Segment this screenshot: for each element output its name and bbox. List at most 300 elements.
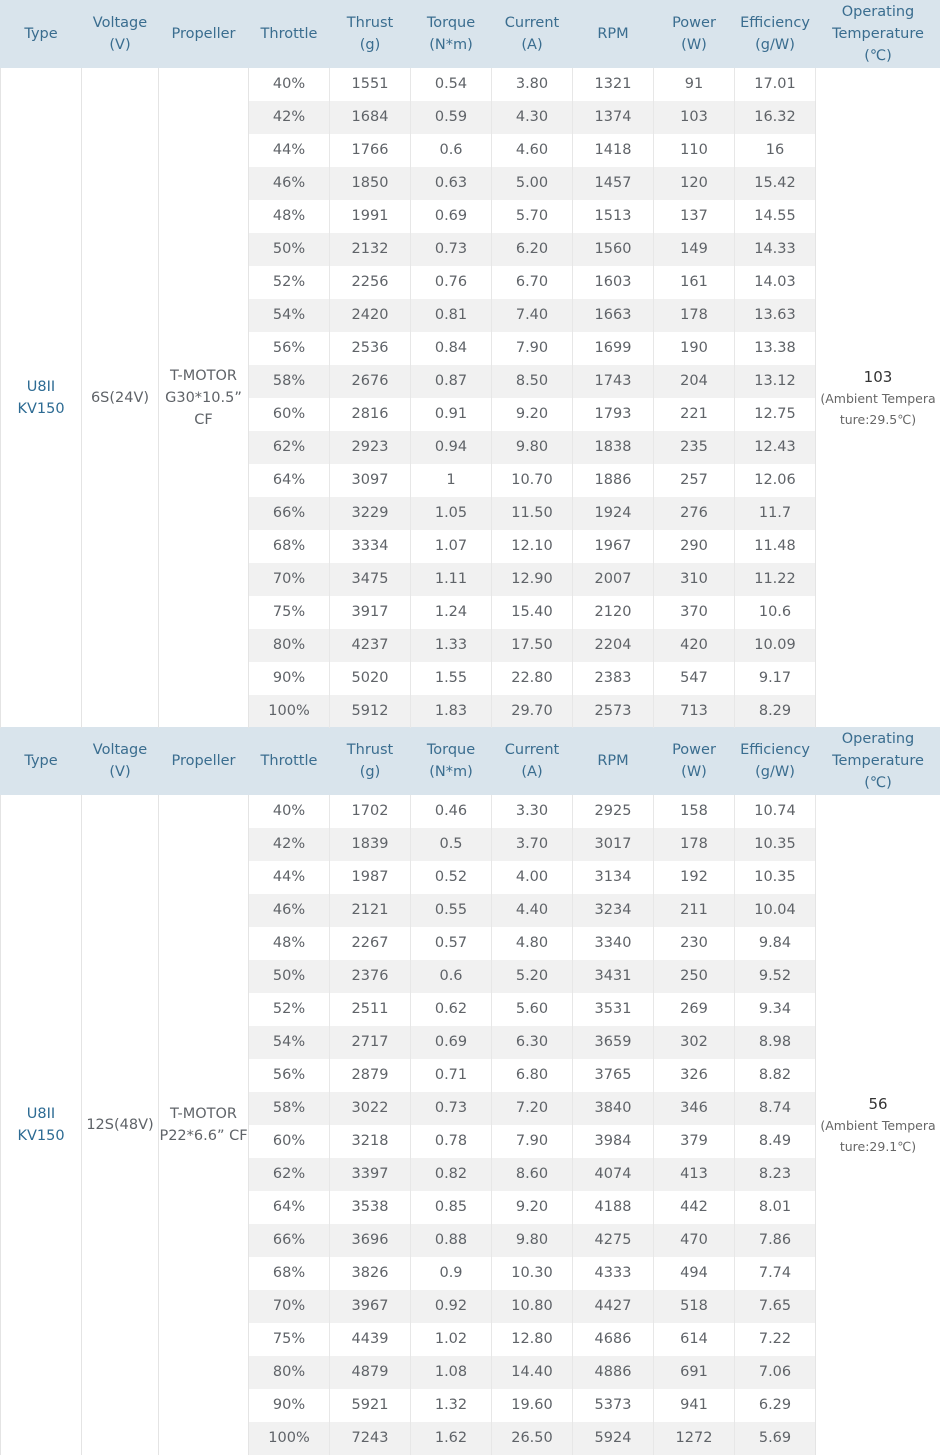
rpm-cell: 1793	[573, 398, 654, 431]
power-cell: 161	[654, 266, 735, 299]
power-cell: 420	[654, 629, 735, 662]
ambient-temperature-note: (Ambient Temperature:29.5℃)	[816, 388, 940, 430]
header-propeller: Propeller	[159, 728, 249, 795]
table-row	[1, 795, 940, 828]
current-cell: 6.70	[492, 266, 573, 299]
power-cell: 149	[654, 233, 735, 266]
power-cell: 413	[654, 1158, 735, 1191]
throttle-cell: 46%	[249, 894, 330, 927]
current-cell: 5.20	[492, 960, 573, 993]
power-cell: 178	[654, 299, 735, 332]
operating-temperature-value: 103	[816, 366, 940, 388]
throttle-cell: 75%	[249, 1323, 330, 1356]
thrust-cell: 1766	[330, 134, 411, 167]
efficiency-cell: 17.01	[735, 68, 816, 101]
header-power: Power (W)	[654, 1, 735, 68]
current-cell: 8.50	[492, 365, 573, 398]
ambient-temperature-note: (Ambient Temperature:29.1℃)	[816, 1115, 940, 1157]
torque-cell: 0.88	[411, 1224, 492, 1257]
power-cell: 470	[654, 1224, 735, 1257]
header-current: Current (A)	[492, 1, 573, 68]
thrust-cell: 3334	[330, 530, 411, 563]
thrust-cell: 3967	[330, 1290, 411, 1323]
propeller-cell: T-MOTOR P22*6.6” CF	[159, 795, 249, 1455]
current-cell: 10.70	[492, 464, 573, 497]
current-cell: 10.80	[492, 1290, 573, 1323]
efficiency-cell: 12.75	[735, 398, 816, 431]
efficiency-cell: 8.01	[735, 1191, 816, 1224]
throttle-cell: 42%	[249, 101, 330, 134]
operating-temperature-value: 56	[816, 1093, 940, 1115]
throttle-cell: 40%	[249, 68, 330, 101]
thrust-cell: 4237	[330, 629, 411, 662]
thrust-cell: 2536	[330, 332, 411, 365]
operating-temperature-cell	[816, 68, 940, 728]
throttle-cell: 48%	[249, 200, 330, 233]
torque-cell: 0.59	[411, 101, 492, 134]
throttle-cell: 70%	[249, 1290, 330, 1323]
header-operating-temperature: Operating Temperature (℃)	[816, 728, 940, 795]
current-cell: 15.40	[492, 596, 573, 629]
current-cell: 7.20	[492, 1092, 573, 1125]
torque-cell: 1.05	[411, 497, 492, 530]
current-cell: 5.70	[492, 200, 573, 233]
rpm-cell: 2383	[573, 662, 654, 695]
power-cell: 158	[654, 795, 735, 828]
thrust-cell: 2132	[330, 233, 411, 266]
header-efficiency: Efficiency (g/W)	[735, 728, 816, 795]
thrust-cell: 5912	[330, 695, 411, 728]
header-type: Type	[1, 1, 82, 68]
torque-cell: 0.5	[411, 828, 492, 861]
torque-cell: 0.84	[411, 332, 492, 365]
thrust-cell: 3097	[330, 464, 411, 497]
thrust-cell: 2511	[330, 993, 411, 1026]
power-cell: 103	[654, 101, 735, 134]
power-cell: 1272	[654, 1422, 735, 1455]
thrust-cell: 5020	[330, 662, 411, 695]
rpm-cell: 2204	[573, 629, 654, 662]
throttle-cell: 75%	[249, 596, 330, 629]
current-cell: 4.00	[492, 861, 573, 894]
power-cell: 137	[654, 200, 735, 233]
thrust-cell: 7243	[330, 1422, 411, 1455]
rpm-cell: 1924	[573, 497, 654, 530]
rpm-cell: 4188	[573, 1191, 654, 1224]
thrust-cell: 1702	[330, 795, 411, 828]
header-thrust: Thrust (g)	[330, 728, 411, 795]
rpm-cell: 1560	[573, 233, 654, 266]
power-cell: 691	[654, 1356, 735, 1389]
rpm-cell: 1838	[573, 431, 654, 464]
power-cell: 91	[654, 68, 735, 101]
efficiency-cell: 10.04	[735, 894, 816, 927]
current-cell: 4.40	[492, 894, 573, 927]
thrust-cell: 3022	[330, 1092, 411, 1125]
torque-cell: 1.08	[411, 1356, 492, 1389]
rpm-cell: 2007	[573, 563, 654, 596]
torque-cell: 1.62	[411, 1422, 492, 1455]
power-cell: 192	[654, 861, 735, 894]
rpm-cell: 3984	[573, 1125, 654, 1158]
thrust-cell: 2879	[330, 1059, 411, 1092]
rpm-cell: 2120	[573, 596, 654, 629]
rpm-cell: 1663	[573, 299, 654, 332]
efficiency-cell: 10.74	[735, 795, 816, 828]
rpm-cell: 3340	[573, 927, 654, 960]
throttle-cell: 64%	[249, 464, 330, 497]
rpm-cell: 4686	[573, 1323, 654, 1356]
thrust-cell: 2676	[330, 365, 411, 398]
throttle-cell: 58%	[249, 1092, 330, 1125]
efficiency-cell: 14.33	[735, 233, 816, 266]
header-voltage: Voltage (V)	[82, 1, 159, 68]
rpm-cell: 2925	[573, 795, 654, 828]
header-type: Type	[1, 728, 82, 795]
thrust-cell: 3826	[330, 1257, 411, 1290]
current-cell: 9.20	[492, 1191, 573, 1224]
power-cell: 346	[654, 1092, 735, 1125]
torque-cell: 0.63	[411, 167, 492, 200]
current-cell: 11.50	[492, 497, 573, 530]
header-voltage: Voltage (V)	[82, 728, 159, 795]
torque-cell: 1.55	[411, 662, 492, 695]
power-cell: 221	[654, 398, 735, 431]
throttle-cell: 54%	[249, 299, 330, 332]
efficiency-cell: 14.03	[735, 266, 816, 299]
throttle-cell: 100%	[249, 1422, 330, 1455]
thrust-cell: 2717	[330, 1026, 411, 1059]
current-cell: 9.80	[492, 1224, 573, 1257]
efficiency-cell: 10.35	[735, 828, 816, 861]
torque-cell: 0.52	[411, 861, 492, 894]
voltage-cell: 6S(24V)	[82, 68, 159, 728]
rpm-cell: 1699	[573, 332, 654, 365]
header-rpm: RPM	[573, 1, 654, 68]
power-cell: 379	[654, 1125, 735, 1158]
power-cell: 110	[654, 134, 735, 167]
rpm-cell: 3134	[573, 861, 654, 894]
efficiency-cell: 12.06	[735, 464, 816, 497]
voltage-cell: 12S(48V)	[82, 795, 159, 1455]
header-power: Power (W)	[654, 728, 735, 795]
throttle-cell: 90%	[249, 1389, 330, 1422]
current-cell: 9.80	[492, 431, 573, 464]
efficiency-cell: 8.49	[735, 1125, 816, 1158]
efficiency-cell: 13.63	[735, 299, 816, 332]
thrust-cell: 2923	[330, 431, 411, 464]
rpm-cell: 4427	[573, 1290, 654, 1323]
throttle-cell: 50%	[249, 233, 330, 266]
power-cell: 310	[654, 563, 735, 596]
current-cell: 29.70	[492, 695, 573, 728]
rpm-cell: 3431	[573, 960, 654, 993]
throttle-cell: 66%	[249, 1224, 330, 1257]
torque-cell: 0.87	[411, 365, 492, 398]
throttle-cell: 54%	[249, 1026, 330, 1059]
torque-cell: 0.94	[411, 431, 492, 464]
throttle-cell: 100%	[249, 695, 330, 728]
power-cell: 290	[654, 530, 735, 563]
torque-cell: 0.81	[411, 299, 492, 332]
rpm-cell: 4275	[573, 1224, 654, 1257]
torque-cell: 1.07	[411, 530, 492, 563]
header-throttle: Throttle	[249, 728, 330, 795]
thrust-cell: 3538	[330, 1191, 411, 1224]
header-operating-temperature: Operating Temperature (℃)	[816, 1, 940, 68]
thrust-cell: 2256	[330, 266, 411, 299]
table-body	[1, 1, 940, 1455]
throttle-cell: 52%	[249, 266, 330, 299]
throttle-cell: 56%	[249, 332, 330, 365]
efficiency-cell: 7.06	[735, 1356, 816, 1389]
thrust-cell: 2267	[330, 927, 411, 960]
efficiency-cell: 16	[735, 134, 816, 167]
thrust-cell: 1551	[330, 68, 411, 101]
power-cell: 370	[654, 596, 735, 629]
power-cell: 326	[654, 1059, 735, 1092]
efficiency-cell: 9.84	[735, 927, 816, 960]
current-cell: 7.90	[492, 1125, 573, 1158]
current-cell: 3.30	[492, 795, 573, 828]
power-cell: 614	[654, 1323, 735, 1356]
rpm-cell: 5373	[573, 1389, 654, 1422]
torque-cell: 0.69	[411, 1026, 492, 1059]
power-cell: 713	[654, 695, 735, 728]
header-propeller: Propeller	[159, 1, 249, 68]
power-cell: 494	[654, 1257, 735, 1290]
torque-cell: 0.76	[411, 266, 492, 299]
torque-cell: 1.24	[411, 596, 492, 629]
torque-cell: 0.6	[411, 134, 492, 167]
table-row	[1, 68, 940, 101]
torque-cell: 0.9	[411, 1257, 492, 1290]
efficiency-cell: 11.7	[735, 497, 816, 530]
efficiency-cell: 8.98	[735, 1026, 816, 1059]
torque-cell: 0.57	[411, 927, 492, 960]
torque-cell: 0.92	[411, 1290, 492, 1323]
torque-cell: 0.85	[411, 1191, 492, 1224]
thrust-cell: 5921	[330, 1389, 411, 1422]
efficiency-cell: 10.6	[735, 596, 816, 629]
throttle-cell: 52%	[249, 993, 330, 1026]
thrust-cell: 1850	[330, 167, 411, 200]
efficiency-cell: 8.23	[735, 1158, 816, 1191]
efficiency-cell: 16.32	[735, 101, 816, 134]
current-cell: 14.40	[492, 1356, 573, 1389]
efficiency-cell: 12.43	[735, 431, 816, 464]
torque-cell: 1.02	[411, 1323, 492, 1356]
thrust-cell: 3696	[330, 1224, 411, 1257]
current-cell: 19.60	[492, 1389, 573, 1422]
thrust-cell: 1987	[330, 861, 411, 894]
efficiency-cell: 9.34	[735, 993, 816, 1026]
throttle-cell: 60%	[249, 1125, 330, 1158]
current-cell: 5.60	[492, 993, 573, 1026]
throttle-cell: 62%	[249, 431, 330, 464]
thrust-cell: 2376	[330, 960, 411, 993]
efficiency-cell: 13.12	[735, 365, 816, 398]
rpm-cell: 2573	[573, 695, 654, 728]
throttle-cell: 56%	[249, 1059, 330, 1092]
throttle-cell: 80%	[249, 1356, 330, 1389]
current-cell: 8.60	[492, 1158, 573, 1191]
rpm-cell: 4074	[573, 1158, 654, 1191]
rpm-cell: 1743	[573, 365, 654, 398]
current-cell: 6.30	[492, 1026, 573, 1059]
efficiency-cell: 8.74	[735, 1092, 816, 1125]
power-cell: 211	[654, 894, 735, 927]
throttle-cell: 44%	[249, 134, 330, 167]
throttle-cell: 62%	[249, 1158, 330, 1191]
thrust-cell: 3218	[330, 1125, 411, 1158]
thrust-cell: 2816	[330, 398, 411, 431]
efficiency-cell: 5.69	[735, 1422, 816, 1455]
header-thrust: Thrust (g)	[330, 1, 411, 68]
torque-cell: 1.83	[411, 695, 492, 728]
throttle-cell: 42%	[249, 828, 330, 861]
rpm-cell: 3765	[573, 1059, 654, 1092]
throttle-cell: 58%	[249, 365, 330, 398]
power-cell: 518	[654, 1290, 735, 1323]
power-cell: 250	[654, 960, 735, 993]
throttle-cell: 90%	[249, 662, 330, 695]
power-cell: 257	[654, 464, 735, 497]
torque-cell: 1.32	[411, 1389, 492, 1422]
thrust-cell: 3475	[330, 563, 411, 596]
throttle-cell: 66%	[249, 497, 330, 530]
header-row	[1, 728, 940, 795]
efficiency-cell: 6.29	[735, 1389, 816, 1422]
thrust-cell: 3917	[330, 596, 411, 629]
current-cell: 17.50	[492, 629, 573, 662]
throttle-cell: 70%	[249, 563, 330, 596]
rpm-cell: 3531	[573, 993, 654, 1026]
torque-cell: 0.69	[411, 200, 492, 233]
power-cell: 235	[654, 431, 735, 464]
rpm-cell: 1374	[573, 101, 654, 134]
rpm-cell: 3234	[573, 894, 654, 927]
power-cell: 276	[654, 497, 735, 530]
throttle-cell: 64%	[249, 1191, 330, 1224]
propeller-cell: T-MOTOR G30*10.5” CF	[159, 68, 249, 728]
rpm-cell: 1513	[573, 200, 654, 233]
efficiency-cell: 15.42	[735, 167, 816, 200]
header-row	[1, 1, 940, 68]
throttle-cell: 80%	[249, 629, 330, 662]
current-cell: 26.50	[492, 1422, 573, 1455]
motor-type-cell: U8II KV150	[1, 795, 82, 1455]
operating-temperature-cell	[816, 795, 940, 1455]
power-cell: 941	[654, 1389, 735, 1422]
current-cell: 6.20	[492, 233, 573, 266]
rpm-cell: 4333	[573, 1257, 654, 1290]
efficiency-cell: 13.38	[735, 332, 816, 365]
current-cell: 6.80	[492, 1059, 573, 1092]
throttle-cell: 60%	[249, 398, 330, 431]
torque-cell: 0.46	[411, 795, 492, 828]
header-rpm: RPM	[573, 728, 654, 795]
throttle-cell: 44%	[249, 861, 330, 894]
torque-cell: 1.11	[411, 563, 492, 596]
current-cell: 5.00	[492, 167, 573, 200]
throttle-cell: 46%	[249, 167, 330, 200]
current-cell: 12.80	[492, 1323, 573, 1356]
rpm-cell: 3017	[573, 828, 654, 861]
thrust-cell: 4439	[330, 1323, 411, 1356]
throttle-cell: 50%	[249, 960, 330, 993]
thrust-cell: 1991	[330, 200, 411, 233]
rpm-cell: 1886	[573, 464, 654, 497]
torque-cell: 1.33	[411, 629, 492, 662]
efficiency-cell: 10.35	[735, 861, 816, 894]
current-cell: 4.80	[492, 927, 573, 960]
power-cell: 230	[654, 927, 735, 960]
thrust-cell: 1839	[330, 828, 411, 861]
current-cell: 22.80	[492, 662, 573, 695]
rpm-cell: 1321	[573, 68, 654, 101]
power-cell: 302	[654, 1026, 735, 1059]
throttle-cell: 68%	[249, 530, 330, 563]
current-cell: 7.40	[492, 299, 573, 332]
efficiency-cell: 9.17	[735, 662, 816, 695]
torque-cell: 0.78	[411, 1125, 492, 1158]
torque-cell: 1	[411, 464, 492, 497]
header-throttle: Throttle	[249, 1, 330, 68]
header-efficiency: Efficiency (g/W)	[735, 1, 816, 68]
efficiency-cell: 14.55	[735, 200, 816, 233]
torque-cell: 0.91	[411, 398, 492, 431]
efficiency-cell: 8.29	[735, 695, 816, 728]
power-cell: 204	[654, 365, 735, 398]
current-cell: 4.60	[492, 134, 573, 167]
torque-cell: 0.73	[411, 1092, 492, 1125]
thrust-cell: 2420	[330, 299, 411, 332]
power-cell: 120	[654, 167, 735, 200]
efficiency-cell: 9.52	[735, 960, 816, 993]
torque-cell: 0.71	[411, 1059, 492, 1092]
efficiency-cell: 7.74	[735, 1257, 816, 1290]
rpm-cell: 3659	[573, 1026, 654, 1059]
current-cell: 3.70	[492, 828, 573, 861]
torque-cell: 0.55	[411, 894, 492, 927]
rpm-cell: 1967	[573, 530, 654, 563]
torque-cell: 0.6	[411, 960, 492, 993]
rpm-cell: 1603	[573, 266, 654, 299]
power-cell: 190	[654, 332, 735, 365]
torque-cell: 0.62	[411, 993, 492, 1026]
throttle-cell: 68%	[249, 1257, 330, 1290]
motor-type-cell: U8II KV150	[1, 68, 82, 728]
rpm-cell: 3840	[573, 1092, 654, 1125]
efficiency-cell: 8.82	[735, 1059, 816, 1092]
efficiency-cell: 11.48	[735, 530, 816, 563]
header-current: Current (A)	[492, 728, 573, 795]
torque-cell: 0.54	[411, 68, 492, 101]
efficiency-cell: 7.86	[735, 1224, 816, 1257]
efficiency-cell: 7.22	[735, 1323, 816, 1356]
torque-cell: 0.73	[411, 233, 492, 266]
thrust-cell: 2121	[330, 894, 411, 927]
current-cell: 10.30	[492, 1257, 573, 1290]
header-torque: Torque (N*m)	[411, 1, 492, 68]
thrust-cell: 4879	[330, 1356, 411, 1389]
rpm-cell: 4886	[573, 1356, 654, 1389]
header-torque: Torque (N*m)	[411, 728, 492, 795]
current-cell: 9.20	[492, 398, 573, 431]
throttle-cell: 48%	[249, 927, 330, 960]
thrust-cell: 3397	[330, 1158, 411, 1191]
